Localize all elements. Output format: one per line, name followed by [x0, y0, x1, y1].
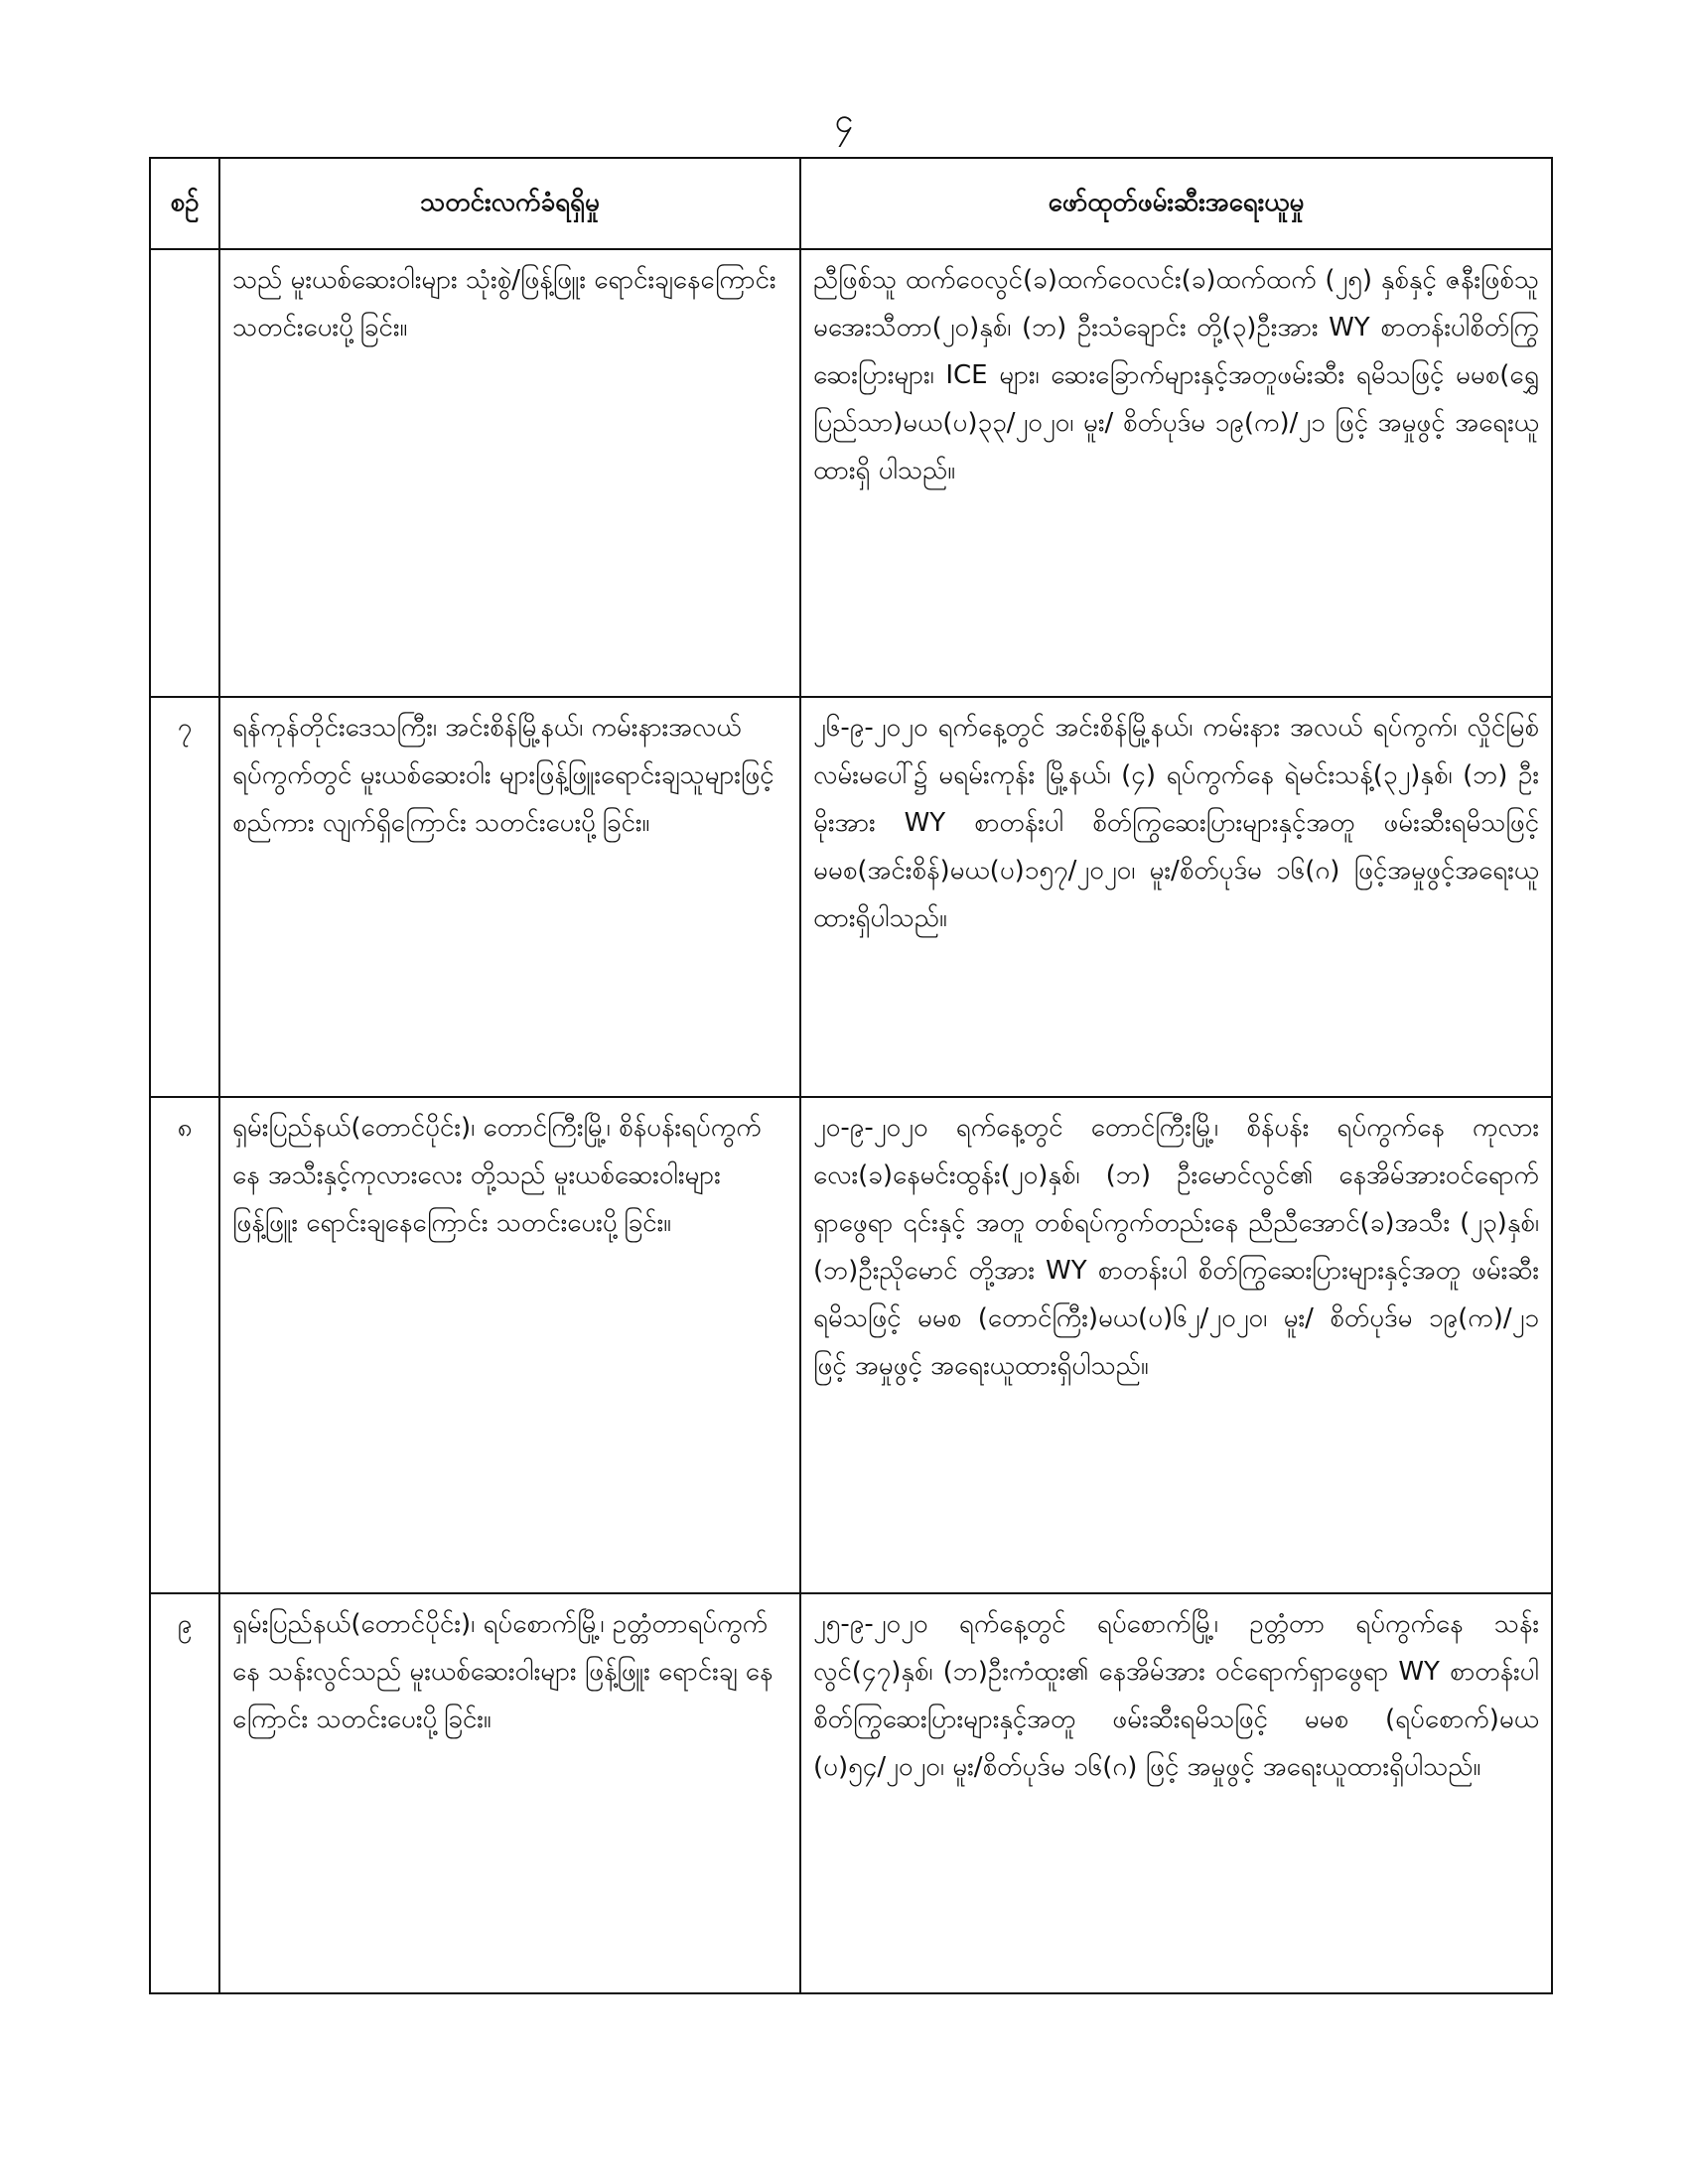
action-taken-cell: ၂၅-၉-၂၀၂၀ ရက်နေ့တွင် ရပ်စောက်မြို့၊ ဥတ္တံတာ ရပ်ကွက်နေ သန်းလွင်(၄၇)နှစ်၊ (ဘ)ဦးကံထူး၏ နေအိမ်အား ဝင်ရောက်ရှာဖွေရာ WY စာတန်းပါ စိတ်ကြွဆေးပြားများနှင့်အတူ ဖမ်းဆီးရမိသဖြင့် မမစ (ရပ်စောက်)မယ (ပ)၅၄/၂၀၂၀၊ မူး/စိတ်ပုဒ်မ ၁၆(ဂ) ဖြင့် အမှုဖွင့် အရေးယူထားရှိပါသည်။ — [800, 1593, 1552, 1993]
action-taken-cell: ၂၀-၉-၂၀၂၀ ရက်နေ့တွင် တောင်ကြီးမြို့၊ စိန်ပန်း ရပ်ကွက်နေ ကုလားလေး(ခ)နေမင်းထွန်း(၂၀)နှစ်၊ (ဘ) ဦးမောင်လွင်၏ နေအိမ်အားဝင်ရောက်ရှာဖွေရာ ၎င်းနှင့် အတူ တစ်ရပ်ကွက်တည်းနေ ညီညီအောင်(ခ)အသီး (၂၃)နှစ်၊ (ဘ)ဦးညိုမောင် တို့အား WY စာတန်းပါ စိတ်ကြွဆေးပြားများနှင့်အတူ ဖမ်းဆီးရမိသဖြင့် မမစ (တောင်ကြီး)မယ(ပ)၆၂/၂၀၂၀၊ မူး/ စိတ်ပုဒ်မ ၁၉(က)/၂၁ ဖြင့် အမှုဖွင့် အရေးယူထားရှိပါသည်။ — [800, 1097, 1552, 1593]
table-row — [150, 697, 1552, 1097]
header-no: စဉ် — [150, 158, 219, 249]
table-header-row — [150, 158, 1552, 249]
report-table — [149, 157, 1553, 1994]
row-number: ၉ — [150, 1593, 219, 1993]
row-number: ၇ — [150, 697, 219, 1097]
action-taken-cell: ၂၆-၉-၂၀၂၀ ရက်နေ့တွင် အင်းစိန်မြို့နယ်၊ ကမ်းနား အလယ် ရပ်ကွက်၊ လှိုင်မြစ်လမ်းမပေါ်၌ မရမ်းကုန်း မြို့နယ်၊ (၄) ရပ်ကွက်နေ ရဲမင်းသန့်(၃၂)နှစ်၊ (ဘ) ဦးမိုးအား WY စာတန်းပါ စိတ်ကြွဆေးပြားများနှင့်အတူ ဖမ်းဆီးရမိသဖြင့် မမစ(အင်းစိန်)မယ(ပ)၁၅၇/၂၀၂၀၊ မူး/စိတ်ပုဒ်မ ၁၆(ဂ) ဖြင့်အမှုဖွင့်အရေးယူထားရှိပါသည်။ — [800, 697, 1552, 1097]
info-received-cell: ရန်ကုန်တိုင်းဒေသကြီး၊ အင်းစိန်မြို့နယ်၊ ကမ်းနားအလယ်ရပ်ကွက်တွင် မူးယစ်ဆေးဝါး များဖြန့်ဖြူးရောင်းချသူများဖြင့် စည်ကား လျက်ရှိကြောင်း သတင်းပေးပို့ခြင်း။ — [219, 697, 800, 1097]
row-number — [150, 249, 219, 697]
table-row — [150, 249, 1552, 697]
table-row — [150, 1593, 1552, 1993]
info-received-cell: သည် မူးယစ်ဆေးဝါးများ သုံးစွဲ/ဖြန့်ဖြူး ရောင်းချနေကြောင်း သတင်းပေးပို့ခြင်း။ — [219, 249, 800, 697]
info-received-cell: ရှမ်းပြည်နယ်(တောင်ပိုင်း)၊ ရပ်စောက်မြို့၊ ဥတ္တံတာရပ်ကွက်နေ သန်းလွင်သည် မူးယစ်ဆေးဝါးများ ဖြန့်ဖြူး ရောင်းချ နေကြောင်း သတင်းပေးပို့ခြင်း။ — [219, 1593, 800, 1993]
header-info-received: သတင်းလက်ခံရရှိမှု — [219, 158, 800, 249]
table-row — [150, 1097, 1552, 1593]
info-received-cell: ရှမ်းပြည်နယ်(တောင်ပိုင်း)၊ တောင်ကြီးမြို့၊ စိန်ပန်းရပ်ကွက်နေ အသီးနှင့်ကုလားလေး တို့သည် မူးယစ်ဆေးဝါးများ ဖြန့်ဖြူး ရောင်းချနေကြောင်း သတင်းပေးပို့ခြင်း။ — [219, 1097, 800, 1593]
row-number: ၈ — [150, 1097, 219, 1593]
action-taken-cell: ညီဖြစ်သူ ထက်ဝေလွင်(ခ)ထက်ဝေလင်း(ခ)ထက်ထက် (၂၅) နှစ်နှင့် ဇနီးဖြစ်သူ မအေးသီတာ(၂၀)နှစ်၊ (ဘ) ဦးသံချောင်း တို့(၃)ဦးအား WY စာတန်းပါစိတ်ကြွ ဆေးပြားများ၊ ICE များ၊ ဆေးခြောက်များနှင့်အတူဖမ်းဆီး ရမိသဖြင့် မမစ(ရွှေပြည်သာ)မယ(ပ)၃၃/၂၀၂၀၊ မူး/ စိတ်ပုဒ်မ ၁၉(က)/၂၁ ဖြင့် အမှုဖွင့် အရေးယူထားရှိ ပါသည်။ — [800, 249, 1552, 697]
page-number: ၄ — [834, 101, 854, 141]
header-action-taken: ဖော်ထုတ်ဖမ်းဆီးအရေးယူမှု — [800, 158, 1552, 249]
